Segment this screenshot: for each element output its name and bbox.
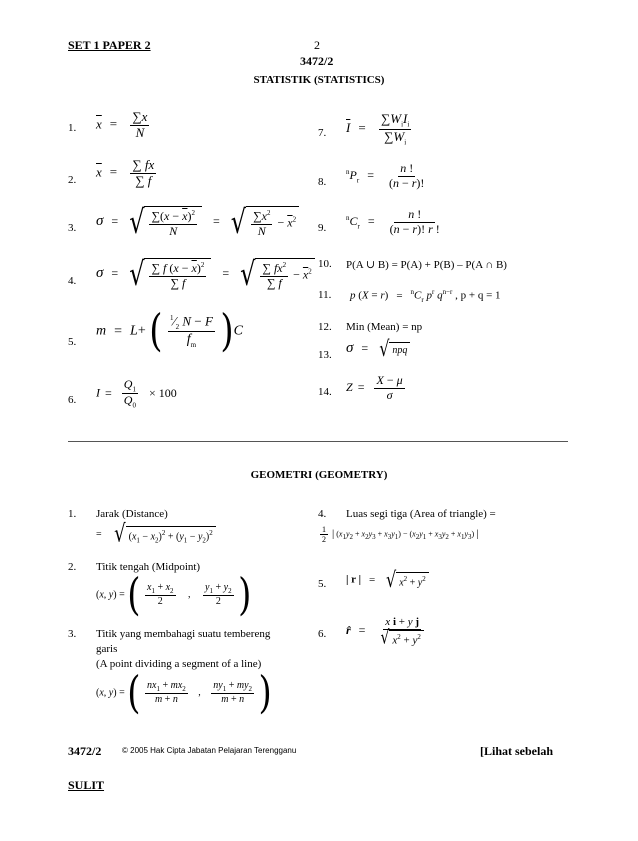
formula-number: 3.	[68, 222, 77, 234]
formula-number: 5.	[68, 336, 77, 348]
next-page-note: [Lihat sebelah	[480, 744, 554, 758]
formula-number: 3.	[68, 628, 77, 640]
sulit-label: SULIT	[68, 778, 105, 792]
triangle-area-label: Luas segi tiga (Area of triangle) =	[346, 508, 496, 520]
paper-code: 3472/2	[300, 54, 334, 68]
formula-number: 11.	[318, 289, 332, 301]
statistics-title: STATISTIK (STATISTICS)	[253, 74, 385, 86]
probability-union-formula: P(A ∪ B) = P(A) + P(B) – P(A ∩ B)	[346, 259, 507, 271]
formula-number: 4.	[318, 508, 327, 520]
page-number: 2	[314, 38, 320, 52]
formula-number: 6.	[68, 394, 77, 406]
geometry-title: GEOMETRI (GEOMETRY)	[250, 469, 388, 481]
formula-number: 2.	[68, 561, 77, 573]
formula-number: 1.	[68, 508, 77, 520]
formula-number: 10.	[318, 258, 332, 270]
formula-number: 9.	[318, 222, 327, 234]
distance-label: Jarak (Distance)	[96, 508, 168, 520]
binomial-tail: , p + q = 1	[455, 289, 501, 302]
formula-number: 12.	[318, 321, 332, 333]
formula-number: 13.	[318, 349, 332, 361]
division-label-line-3: (A point dividing a segment of a line)	[96, 658, 262, 670]
header-set-label: SET 1 PAPER 2	[68, 38, 151, 52]
mean-formula: Min (Mean) = np	[346, 321, 423, 333]
formula-number: 6.	[318, 628, 327, 640]
index-multiplier: × 100	[148, 385, 177, 400]
division-label-line-2: garis	[96, 643, 118, 655]
division-label-line-1: Titik yang membahagi suatu tembereng	[96, 628, 271, 640]
formula-number: 1.	[68, 122, 77, 134]
formula-number: 7.	[318, 127, 327, 139]
midpoint-label: Titik tengah (Midpoint)	[96, 561, 201, 573]
formula-number: 2.	[68, 174, 77, 186]
section-divider	[68, 441, 568, 442]
footer-code: 3472/2	[68, 744, 102, 758]
formula-number: 5.	[318, 578, 327, 590]
copyright-notice: © 2005 Hak Cipta Jabatan Pelajaran Terengganu	[122, 746, 297, 755]
formula-number: 8.	[318, 176, 327, 188]
formula-number: 4.	[68, 275, 77, 287]
formula-number: 14.	[318, 386, 332, 398]
